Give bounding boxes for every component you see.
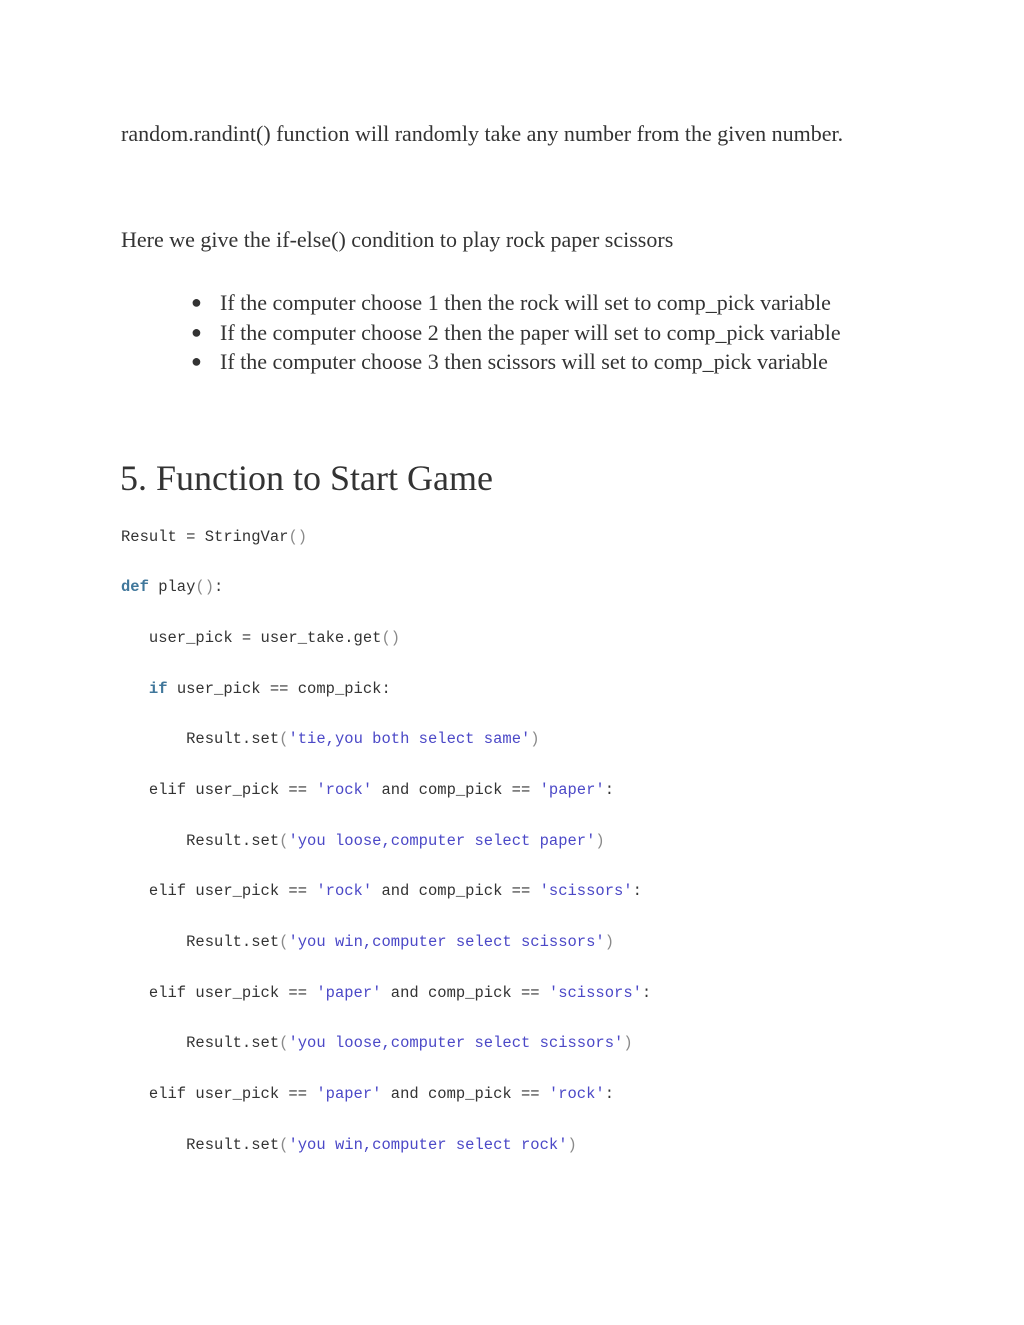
code-punct: ) <box>595 832 605 850</box>
code-text: and comp_pick == <box>381 984 549 1002</box>
code-text: Result = StringVar <box>121 528 289 546</box>
code-punct: () <box>381 629 401 647</box>
code-text: Result.set <box>121 730 280 748</box>
code-punct: ( <box>279 730 289 748</box>
code-punct: ( <box>279 832 289 850</box>
code-text: Result.set <box>121 1034 280 1052</box>
code-punct: ( <box>279 1034 289 1052</box>
code-text: : <box>641 984 652 1002</box>
code-line <box>121 1135 577 1155</box>
bullet-icon: ● <box>191 292 202 312</box>
code-string: 'paper' <box>316 1085 382 1103</box>
code-text: and comp_pick == <box>372 781 540 799</box>
code-keyword: if <box>148 680 168 698</box>
code-text: user_pick == comp_pick: <box>167 680 391 698</box>
code-line <box>121 628 400 648</box>
code-punct: ( <box>279 1136 289 1154</box>
code-string: 'tie,you both select same' <box>288 730 531 748</box>
code-text: elif user_pick == <box>121 984 317 1002</box>
code-text: : <box>214 578 224 596</box>
code-punct: ) <box>530 730 540 748</box>
bullet-icon: ● <box>191 321 202 342</box>
section-heading: 5. Function to Start Game <box>120 458 493 498</box>
list-item <box>191 288 920 318</box>
code-punct: ( <box>279 933 289 951</box>
bullet-icon: ● <box>191 351 202 371</box>
code-line <box>121 881 642 901</box>
code-text: and comp_pick == <box>381 1085 549 1103</box>
code-line <box>121 729 540 749</box>
code-text: : <box>632 882 642 900</box>
code-line <box>121 577 223 597</box>
code-text: : <box>604 781 615 799</box>
code-punct: () <box>195 578 215 596</box>
list-item <box>191 347 920 377</box>
code-text: : <box>604 1085 615 1103</box>
list-item <box>191 318 920 348</box>
code-indent <box>121 680 149 698</box>
code-text: Result.set <box>121 1136 280 1154</box>
paragraph-randint: random.randint() function will randomly take any number from the given number. <box>121 121 844 146</box>
code-line <box>121 932 614 952</box>
code-text: elif user_pick == <box>121 1085 317 1103</box>
code-line <box>121 1084 614 1104</box>
code-string: 'scissors' <box>539 882 633 900</box>
condition-list <box>191 288 920 377</box>
code-text: elif user_pick == <box>121 781 317 799</box>
list-item-text: If the computer choose 3 then scissors will set to comp_pick variable <box>220 349 828 374</box>
code-text: and comp_pick == <box>372 882 540 900</box>
code-string: 'paper' <box>316 984 382 1002</box>
code-text: user_pick = user_take.get <box>121 629 382 647</box>
code-line <box>121 780 614 800</box>
code-string: 'rock' <box>316 882 373 900</box>
code-string: 'scissors' <box>548 984 642 1002</box>
list-item-text: If the computer choose 2 then the paper will set to comp_pick variable <box>220 319 841 345</box>
code-string: 'paper' <box>539 781 605 799</box>
code-line <box>121 831 605 851</box>
list-item-text: If the computer choose 1 then the rock will set to comp_pick variable <box>220 290 831 315</box>
code-punct: ) <box>604 933 615 951</box>
code-string: 'rock' <box>548 1085 605 1103</box>
paragraph-ifelse: Here we give the if-else() condition to play rock paper scissors <box>121 227 674 252</box>
code-punct: ) <box>567 1136 577 1154</box>
code-text: Result.set <box>121 933 280 951</box>
code-string: 'you win,computer select scissors' <box>288 933 605 951</box>
code-punct: ) <box>623 1034 633 1052</box>
code-string: 'you win,computer select rock' <box>288 1136 568 1154</box>
code-line <box>121 679 391 699</box>
code-line <box>121 983 651 1003</box>
code-punct: () <box>288 528 308 546</box>
code-line <box>121 527 307 547</box>
code-string: 'rock' <box>316 781 373 799</box>
code-line <box>121 1033 633 1053</box>
code-text: elif user_pick == <box>121 882 317 900</box>
code-string: 'you loose,computer select scissors' <box>288 1034 624 1052</box>
code-keyword: def <box>121 578 149 596</box>
code-text: play <box>148 578 196 596</box>
code-string: 'you loose,computer select paper' <box>288 832 596 850</box>
code-text: Result.set <box>121 832 280 850</box>
